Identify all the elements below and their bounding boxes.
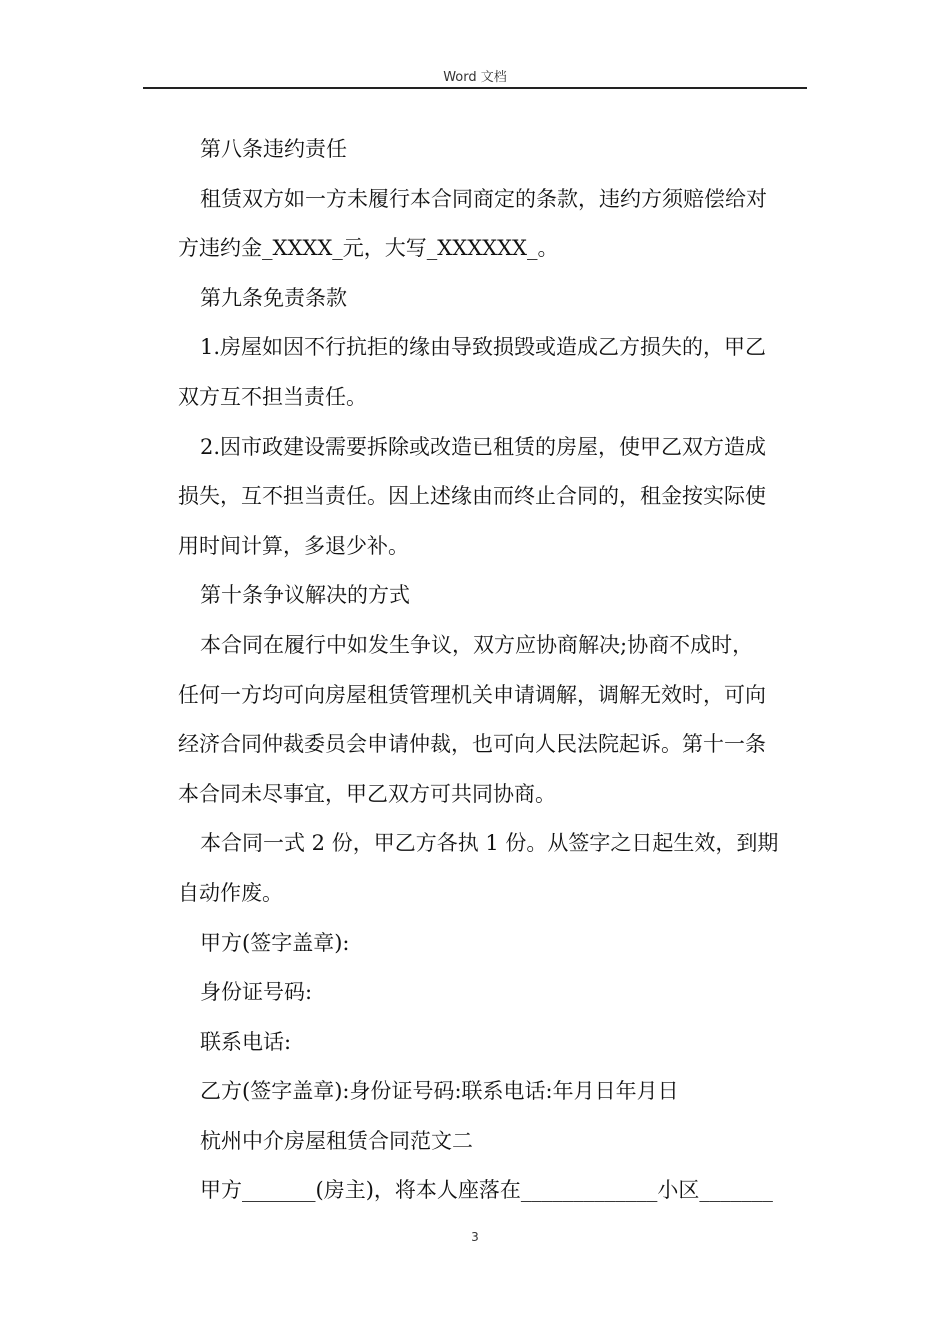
paragraph-line: 双方互不担当责任。 bbox=[178, 384, 367, 409]
document-body bbox=[178, 125, 806, 1216]
paragraph-line: 本合同一式 2 份，甲乙方各执 1 份。从签字之日起生效，到期 bbox=[200, 831, 779, 856]
paragraph-line: 经济合同仲裁委员会申请仲裁，也可向人民法院起诉。第十一条 bbox=[178, 732, 766, 757]
page-number: 3 bbox=[471, 1230, 479, 1244]
paragraph-line: 本合同在履行中如发生争议，双方应协商解决;协商不成时， bbox=[200, 632, 754, 657]
paragraph-line: 2.因市政建设需要拆除或改造已租赁的房屋，使甲乙双方造成 bbox=[200, 434, 767, 459]
section-heading-article-10: 第十条争议解决的方式 bbox=[200, 583, 410, 608]
paragraph-line: 1.房屋如因不行抗拒的缘由导致损毁或造成乙方损失的，甲乙 bbox=[200, 335, 767, 360]
paragraph-line: 方违约金_XXXX_元，大写_XXXXXX_。 bbox=[178, 236, 559, 261]
phone-field: 联系电话: bbox=[200, 1029, 292, 1054]
paragraph-line: 自动作废。 bbox=[178, 880, 283, 905]
paragraph-line: 本合同未尽事宜，甲乙双方可共同协商。 bbox=[178, 781, 556, 806]
paragraph-line: 损失，互不担当责任。因上述缘由而终止合同的，租金按实际使 bbox=[178, 484, 766, 509]
party-b-signature-field: 乙方(签字盖章):身份证号码:联系电话:年月日年月日 bbox=[200, 1079, 679, 1104]
section-title-sample-2: 杭州中介房屋租赁合同范文二 bbox=[200, 1128, 473, 1153]
id-number-field: 身份证号码: bbox=[200, 980, 313, 1005]
page-header: Word 文档 bbox=[443, 70, 507, 85]
paragraph-line: 租赁双方如一方未履行本合同商定的条款，违约方须赔偿给对 bbox=[200, 186, 767, 211]
party-a-signature-field: 甲方(签字盖章): bbox=[200, 930, 350, 955]
paragraph-line: 甲方_______(房主)，将本人座落在_____________小区_______ bbox=[200, 1178, 773, 1203]
section-heading-article-9: 第九条免责条款 bbox=[200, 285, 347, 310]
paragraph-line: 用时间计算，多退少补。 bbox=[178, 533, 409, 558]
section-heading-article-8: 第八条违约责任 bbox=[200, 137, 347, 161]
paragraph-line: 任何一方均可向房屋租赁管理机关申请调解，调解无效时，可向 bbox=[178, 682, 766, 707]
header-divider bbox=[143, 87, 807, 89]
